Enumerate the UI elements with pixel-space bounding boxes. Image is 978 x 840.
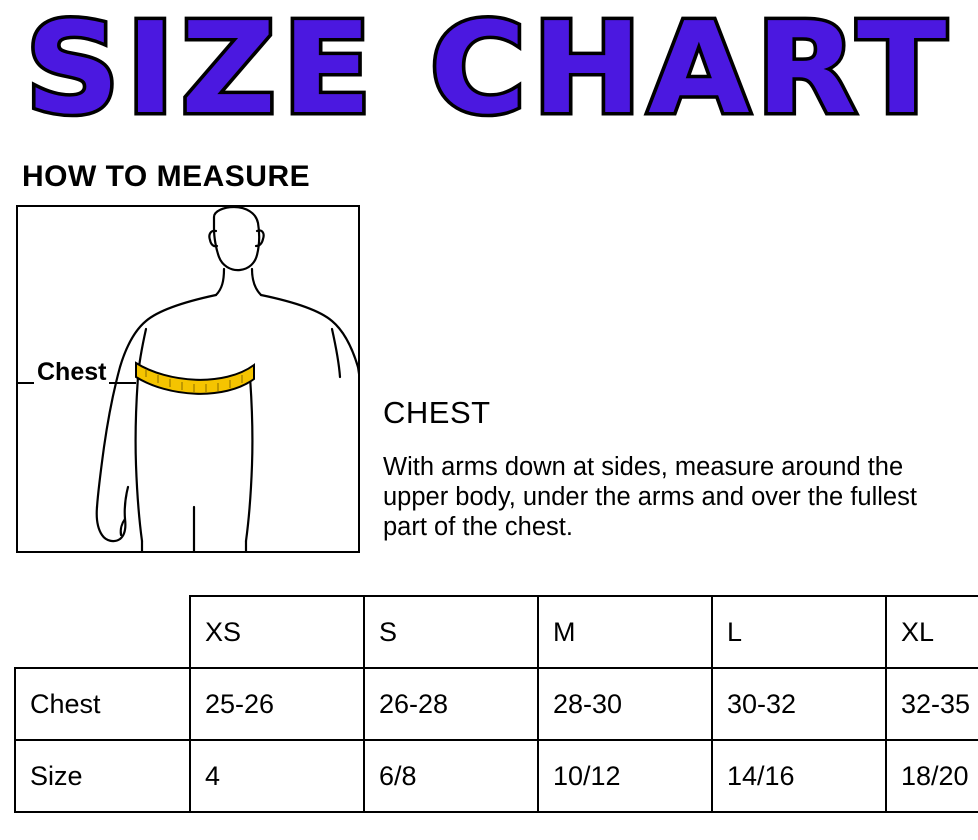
table-header-m: M	[538, 596, 712, 668]
page-title: SIZE CHART	[25, 0, 953, 142]
table-cell-size-xs: 4	[190, 740, 364, 812]
description-body: With arms down at sides, measure around the upper body, under the arms and over the fullest part of the chest.	[383, 453, 917, 541]
table-cell-chest-m: 28-30	[538, 668, 712, 740]
table-cell-size-m: 10/12	[538, 740, 712, 812]
size-table	[14, 595, 978, 813]
table-cell-size-l: 14/16	[712, 740, 886, 812]
table-cell-size-s: 6/8	[364, 740, 538, 812]
table-header-row	[15, 596, 978, 668]
table-row-label-size: Size	[15, 740, 190, 812]
how-to-measure-heading: HOW TO MEASURE	[22, 160, 311, 193]
table-row-label-chest: Chest	[15, 668, 190, 740]
table-header-xl: XL	[886, 596, 978, 668]
table-row	[15, 668, 978, 740]
table-cell-size-xl: 18/20	[886, 740, 978, 812]
table-corner-cell	[15, 596, 190, 668]
tape-measure-icon	[136, 363, 254, 394]
table-cell-chest-s: 26-28	[364, 668, 538, 740]
table-header-s: S	[364, 596, 538, 668]
table-cell-chest-xl: 32-35	[886, 668, 978, 740]
table-cell-chest-xs: 25-26	[190, 668, 364, 740]
table-header-xs: XS	[190, 596, 364, 668]
chest-measure-label: Chest	[34, 358, 109, 387]
table-row	[15, 740, 978, 812]
description-heading: CHEST	[383, 395, 491, 430]
table-header-l: L	[712, 596, 886, 668]
table-cell-chest-l: 30-32	[712, 668, 886, 740]
